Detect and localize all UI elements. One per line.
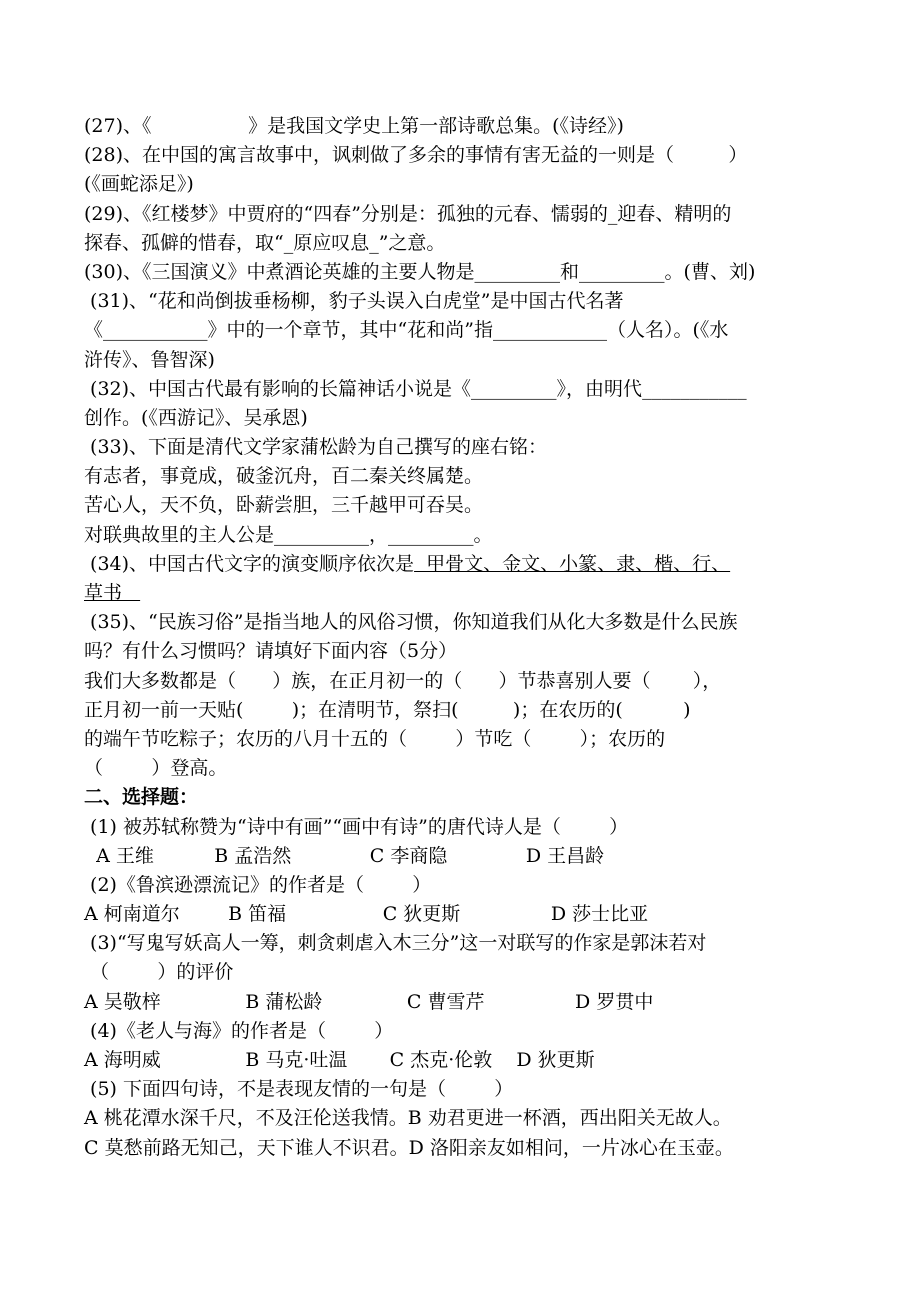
q34-line: (34)、中国古代文字的演变顺序依次是 甲骨文、金文、小篆、隶、楷、行、 bbox=[84, 552, 731, 575]
q29-line-2: 探春、孤僻的惜春，取“_原应叹息_”之意。 bbox=[84, 231, 446, 254]
q31-line-2: 《___________》中的一个章节，其中“花和尚”指____________（人名）。(《水 bbox=[84, 319, 729, 342]
q31-answer-line: 浒传》、鲁智深) bbox=[84, 348, 215, 371]
fill-blank[interactable]: _________ bbox=[579, 260, 665, 283]
q35-line-6: （ ）登高。 bbox=[84, 757, 228, 780]
q28-answer-line: (《画蛇添足》) bbox=[84, 173, 194, 196]
q35-line-3: 我们大多数都是（ ）族，在正月初一的（ ）节恭喜别人要（ ）， bbox=[84, 669, 722, 692]
choice-q4: (4)《老人与海》的作者是（ ） bbox=[84, 1019, 394, 1042]
couplet-line-2: 苦心人，天不负，卧薪尝胆，三千越甲可吞吴。 bbox=[84, 494, 484, 517]
fill-blank[interactable]: ___________ bbox=[103, 319, 208, 342]
q33-blank-line: 对联典故里的主人公是__________，_________。 bbox=[84, 523, 493, 546]
q35-line: (35)、“民族习俗”是指当地人的风俗习惯，你知道我们从化大多数是什么民族 bbox=[84, 611, 738, 634]
q35-line-5: 的端午节吃粽子；农历的八月十五的（ ）节吃（ ）；农历的 bbox=[84, 727, 666, 750]
fill-blank[interactable]: _________ bbox=[388, 523, 474, 546]
q27-line: (27)、《 》是我国文学史上第一部诗歌总集。(《诗经》) bbox=[84, 115, 624, 137]
underlined-answer: 草书 bbox=[84, 582, 141, 604]
q31-line: (31)、“花和尚倒拔垂杨柳，豹子头误入白虎堂”是中国古代名著 bbox=[84, 290, 624, 313]
choice-q3-line-2: （ ）的评价 bbox=[84, 961, 234, 984]
underlined-answer: 甲骨文、金文、小篆、隶、楷、行、 bbox=[414, 552, 731, 575]
fill-blank[interactable]: _________ bbox=[474, 260, 561, 283]
choice-q1: (1) 被苏轼称赞为“诗中有画”“画中有诗”的唐代诗人是（ ） bbox=[84, 815, 629, 838]
q34-line-2 bbox=[84, 579, 860, 608]
q33-line: (33)、下面是清代文学家蒲松龄为自己撰写的座右铭： bbox=[84, 436, 548, 459]
q29-line: (29)、《红楼梦》中贾府的“四春”分别是：孤独的元春、懦弱的_迎春、精明的 bbox=[84, 202, 732, 225]
choice-q5-options-cd: C 莫愁前路无知己，天下谁人不识君。D 洛阳亲友如相问，一片冰心在玉壶。 bbox=[84, 1136, 734, 1159]
choice-q3-options: A 吴敬梓 B 蒲松龄 C 曹雪芹 D 罗贯中 bbox=[84, 990, 654, 1013]
q32-line: (32)、中国古代最有影响的长篇神话小说是《_________》，由明代___________ bbox=[84, 377, 747, 400]
choice-q3: (3)“写鬼写妖高人一筹，刺贪刺虐入木三分”这一对联写的作家是郭沫若对 bbox=[84, 932, 707, 955]
fill-blank[interactable]: ___________ bbox=[642, 377, 747, 400]
couplet-line-1: 有志者，事竟成，破釜沉舟，百二秦关终属楚。 bbox=[84, 465, 484, 488]
choice-q2-options: A 柯南道尔 B 笛福 C 狄更斯 D 莎士比亚 bbox=[84, 903, 649, 926]
q32-answer-line: 创作。(《西游记》、吴承恩) bbox=[84, 406, 308, 429]
fill-blank[interactable]: ____________ bbox=[492, 319, 607, 342]
q28-line: (28)、在中国的寓言故事中，讽刺做了多余的事情有害无益的一则是（ ） bbox=[84, 144, 748, 167]
choice-q5-options-ab: A 桃花潭水深千尺，不及汪伦送我情。B 劝君更进一杯酒，西出阳关无故人。 bbox=[84, 1107, 732, 1130]
fill-blank[interactable]: _________ bbox=[471, 377, 557, 400]
q35-line-2: 吗？有什么习惯吗？请填好下面内容（5分） bbox=[84, 640, 458, 663]
section-heading: 二、选择题： bbox=[84, 786, 199, 809]
q35-line-4: 正月初一前一天贴( )；在清明节，祭扫( )；在农历的( ) bbox=[84, 698, 691, 721]
choice-q4-options: A 海明威 B 马克·吐温 C 杰克·伦敦 D 狄更斯 bbox=[84, 1049, 595, 1071]
choice-q1-options: A 王维 B 孟浩然 C 李商隐 D 王昌龄 bbox=[84, 844, 605, 867]
q30-line: (30)、《三国演义》中煮酒论英雄的主要人物是_________和_________。(曹、刘) bbox=[84, 260, 756, 283]
choice-q2: (2)《鲁滨逊漂流记》的作者是（ ） bbox=[84, 873, 432, 896]
choice-q5: (5) 下面四句诗，不是表现友情的一句是（ ） bbox=[84, 1078, 514, 1101]
fill-blank[interactable]: __________ bbox=[274, 523, 370, 546]
